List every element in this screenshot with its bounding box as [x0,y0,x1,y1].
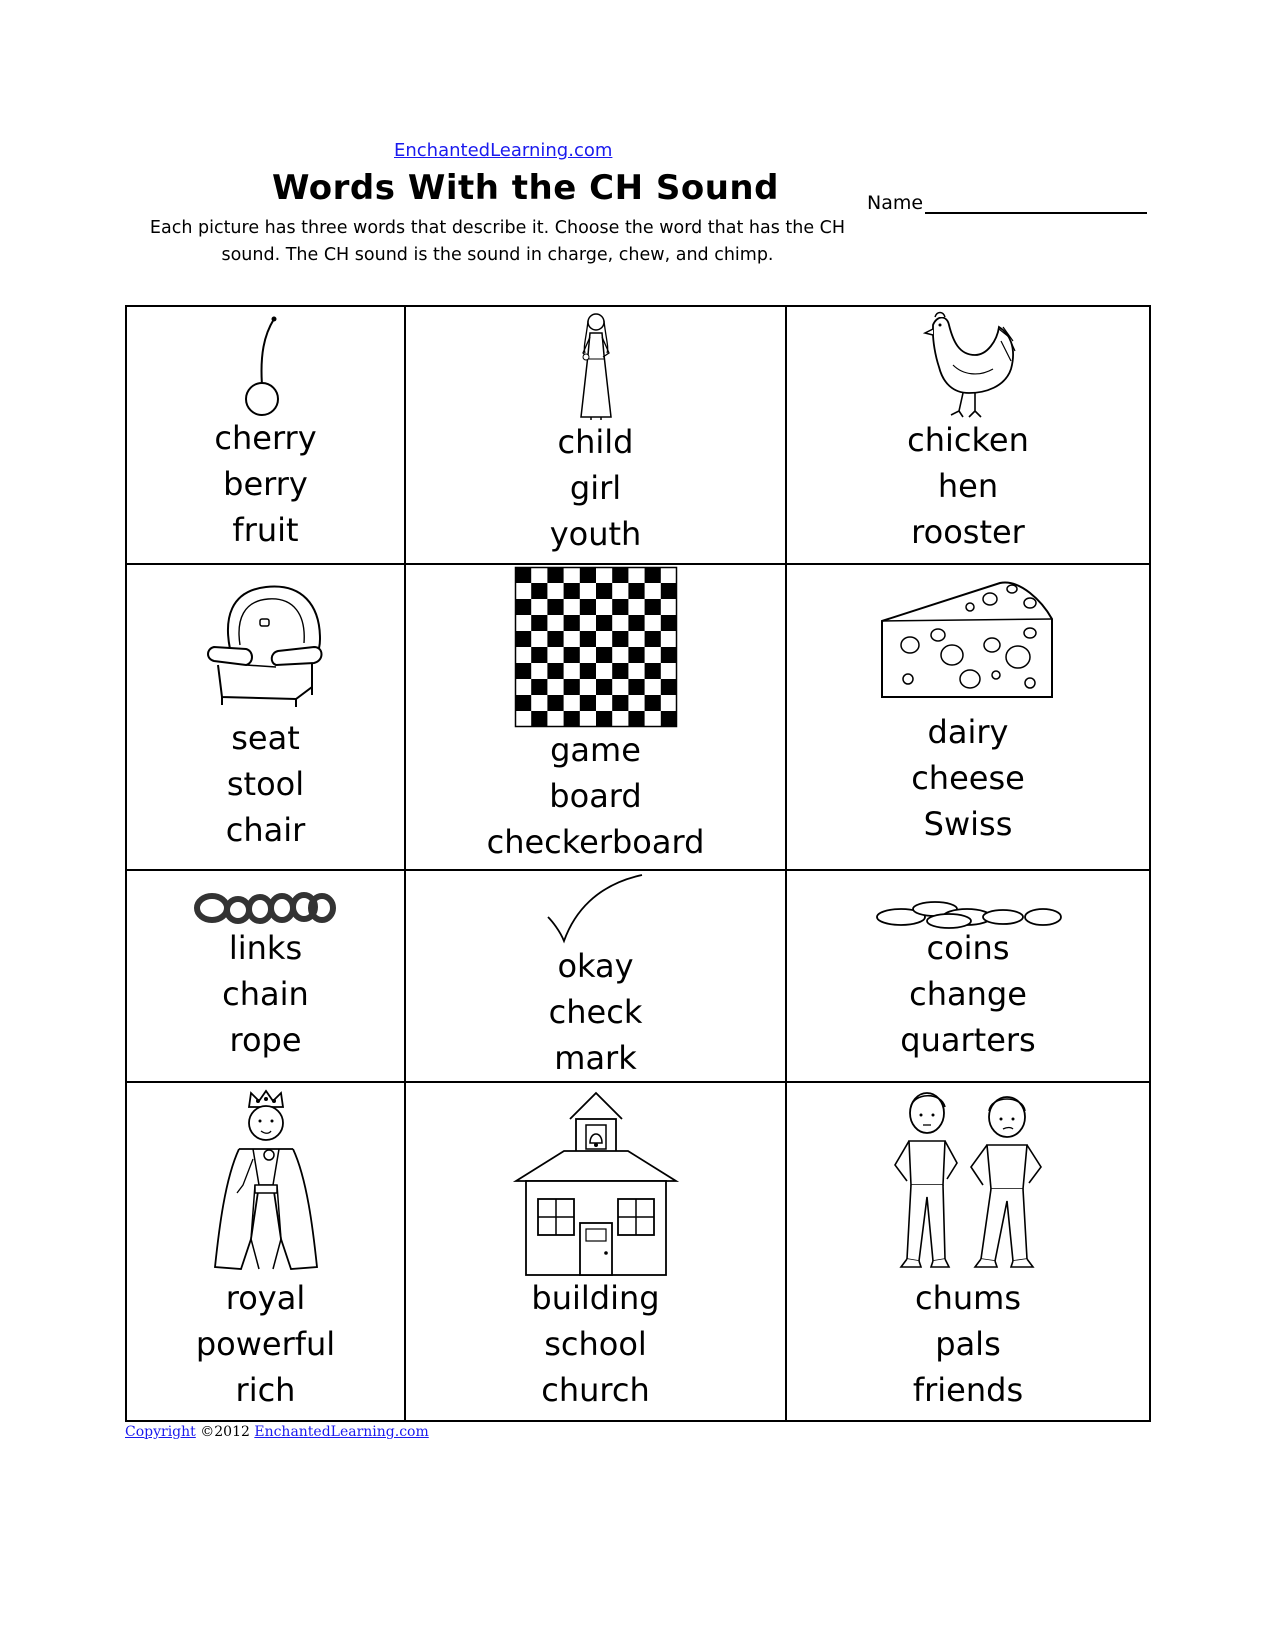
word-option[interactable]: seat [231,719,300,757]
word-option[interactable]: school [544,1325,647,1363]
chums-icon [883,1087,1053,1271]
word-option[interactable]: chain [222,975,309,1013]
cell-schoolhouse [406,1083,787,1420]
king-icon [211,1089,321,1275]
word-option[interactable]: links [228,929,303,967]
cell-king [127,1083,406,1420]
word-option[interactable]: rooster [911,513,1025,551]
word-option[interactable]: church [541,1371,650,1409]
cell-checkerboard [406,565,787,871]
word-option[interactable]: Swiss [923,805,1013,843]
child-icon [571,309,621,421]
worksheet-grid [125,305,1151,1422]
word-option[interactable]: check [548,993,643,1031]
word-option[interactable]: building [531,1279,660,1317]
word-option[interactable]: okay [557,947,634,985]
name-field [867,192,1147,214]
word-option[interactable]: royal [225,1279,306,1317]
site-link[interactable]: EnchantedLearning.com [394,140,613,161]
word-option[interactable]: friends [912,1371,1024,1409]
word-option[interactable]: coins [926,929,1010,967]
word-option[interactable]: powerful [195,1325,336,1363]
check-mark-icon [546,873,646,943]
word-option[interactable]: board [549,777,642,815]
word-option[interactable]: rope [229,1021,302,1059]
cell-chain [127,871,406,1083]
word-option[interactable]: dairy [927,713,1009,751]
copyright-link[interactable]: Copyright [125,1424,196,1440]
word-option[interactable]: change [909,975,1027,1013]
copyright-year: ©2012 [200,1424,250,1440]
cell-check-mark [406,871,787,1083]
word-option[interactable]: girl [569,469,622,507]
word-option[interactable]: fruit [232,511,299,549]
footer [125,1424,429,1440]
cheese-icon [880,579,1056,703]
cell-cheese [787,565,1149,871]
word-option[interactable]: chums [915,1279,1021,1317]
word-option[interactable]: cheese [911,759,1025,797]
instructions: Each picture has three words that describe it. Choose the word that has the CH sound. The CH sound is the sound in charge, chew, and chimp. [149,218,846,265]
cell-chair [127,565,406,871]
cell-chums [787,1083,1149,1420]
cell-child [406,307,787,565]
schoolhouse-icon [514,1089,678,1275]
word-option[interactable]: stool [226,765,305,803]
word-option[interactable]: cherry [214,419,317,457]
word-option[interactable]: hen [937,467,999,505]
cell-chicken [787,307,1149,565]
page-title: Words With the CH Sound [272,168,779,208]
word-option[interactable]: pals [935,1325,1001,1363]
word-option[interactable]: mark [554,1039,637,1077]
cherry-icon [236,315,296,415]
name-line[interactable] [925,194,1147,214]
word-option[interactable]: chair [225,811,306,849]
word-option[interactable]: chicken [907,421,1029,459]
checkerboard-icon [515,567,677,727]
chain-icon [194,891,338,925]
chicken-icon [913,311,1023,419]
cell-cherry [127,307,406,565]
word-option[interactable]: berry [223,465,308,503]
word-option[interactable]: game [550,731,641,769]
footer-site-link[interactable]: EnchantedLearning.com [254,1424,429,1440]
word-option[interactable]: youth [549,515,642,553]
word-option[interactable]: rich [235,1371,296,1409]
cell-coins [787,871,1149,1083]
word-option[interactable]: quarters [900,1021,1036,1059]
word-option[interactable]: child [557,423,634,461]
name-label: Name [867,192,924,214]
chair-icon [196,579,336,709]
word-option[interactable]: checkerboard [486,823,705,861]
